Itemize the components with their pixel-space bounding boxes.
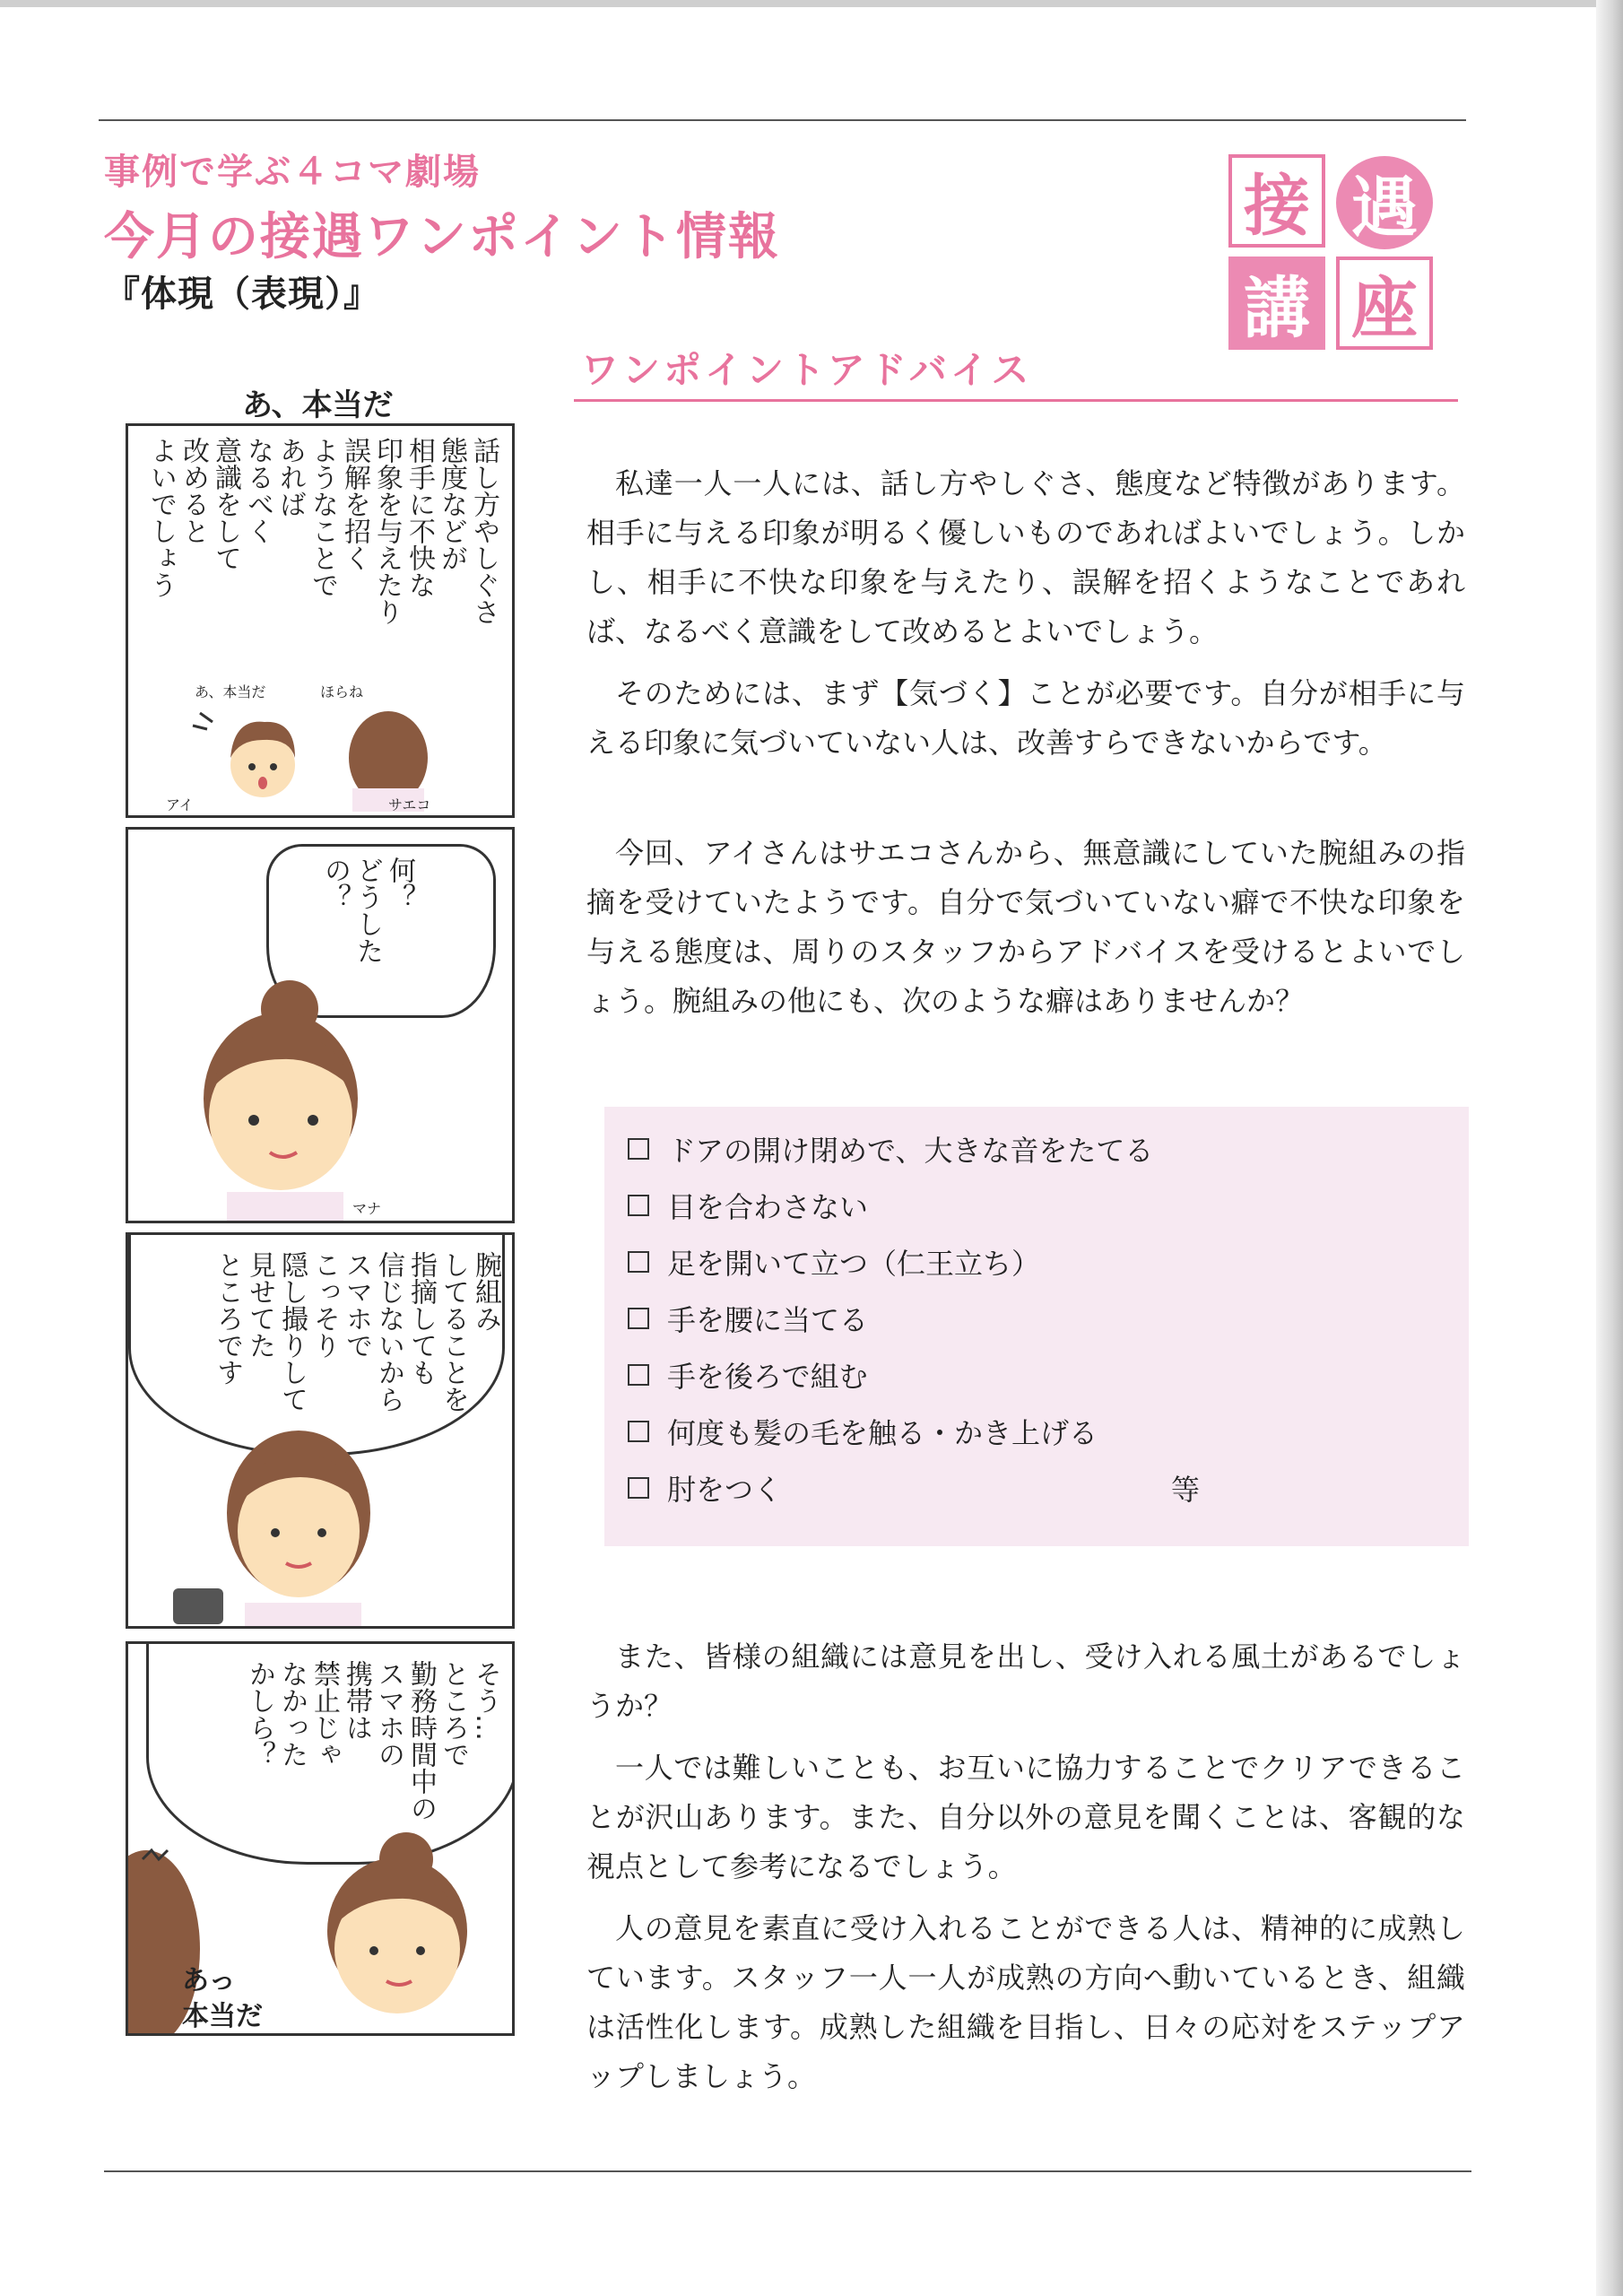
comic-panel-2 [126, 827, 515, 1223]
checklist-item[interactable]: 目を合わさない [628, 1185, 868, 1226]
paragraph-3: 今回、アイさんはサエコさんから、無意識にしていた腕組みの指摘を受けていたようです。自分で気づいていない癖で不快な印象を与える態度は、周りのスタッフからアドバイスを受けるとよいでしょう。腕組みの他にも、次のような癖はありませんか？ [586, 836, 1465, 1018]
header-theme: 『体現（表現）』 [104, 274, 380, 315]
checklist-item[interactable]: ドアの開け閉めで、大きな音をたてる [628, 1128, 1153, 1170]
mana-illustration [146, 973, 415, 1223]
seal-logo [1228, 154, 1444, 352]
seal-char-1: 接 [1228, 154, 1325, 248]
checklist-item[interactable]: 手を腰に当てる [628, 1298, 868, 1339]
advice-underline [574, 399, 1458, 402]
body-block-1 [586, 459, 1465, 780]
checkbox[interactable] [628, 1251, 649, 1273]
seal-char-3: 講 [1228, 257, 1325, 350]
speech-left: あ、本当だ [195, 683, 266, 700]
narration-text: 話し方やしぐさ 態度などが 相手に不快な 印象を与えたり 誤解を招く ようなことで あれば なるべく 意識をして 改めると よいでしょう [145, 437, 499, 625]
header-kicker: 事例で学ぶ４コマ劇場 [104, 152, 481, 193]
habit-checklist [604, 1107, 1469, 1546]
body-block-2 [586, 829, 1465, 1039]
page-top-edge [0, 0, 1623, 7]
paragraph-5: 一人では難しいことも、お互いに協力することでクリアできることが沢山あります。また、自分以外の意見を聞くことは、客観的な視点として参考になるでしょう。 [586, 1751, 1465, 1883]
name-right: サエコ [388, 796, 431, 813]
checkbox[interactable] [628, 1421, 649, 1442]
comic-title: あ、本当だ [242, 387, 394, 423]
speech-text: 何？ どうしたの？ [319, 857, 415, 964]
page-right-edge [1596, 0, 1623, 2296]
checkbox[interactable] [628, 1477, 649, 1499]
bottom-rule [104, 2170, 1471, 2172]
checklist-item[interactable]: 手を後ろで組む [628, 1354, 868, 1396]
comic-panel-1 [126, 423, 515, 818]
comic-panel-3 [126, 1232, 515, 1629]
paragraph-1: 私達一人一人には、話し方やしぐさ、態度など特徴があります。相手に与える印象が明るく優しいものであればよいでしょう。しかし、相手に不快な印象を与えたり、誤解を招くようなことであれば、なるべく意識をして改めるとよいでしょう。 [586, 466, 1465, 648]
body-block-3 [586, 1632, 1465, 2114]
advice-heading: ワンポイントアドバイス [581, 348, 1033, 392]
paragraph-4: また、皆様の組織には意見を出し、受け入れる風土があるでしょうか？ [586, 1639, 1465, 1723]
phone-character-illustration [164, 1414, 433, 1629]
checklist-etc: 等 [1171, 1473, 1201, 1507]
checkbox[interactable] [628, 1364, 649, 1386]
comic-panel-4 [126, 1641, 515, 2036]
exclaim-1: あっ [182, 1965, 236, 1996]
exclaim-2: 本当だ [182, 2001, 263, 2032]
seal-char-4: 座 [1336, 257, 1433, 350]
checklist-item[interactable]: 肘をつく [628, 1467, 782, 1509]
header-title: 今月の接遇ワンポイント情報 [104, 208, 780, 266]
checkbox[interactable] [628, 1195, 649, 1216]
speech-text: そう… ところで 勤務時間中の スマホの 携帯は 禁止じゃ なかった かしら？ [244, 1660, 501, 1822]
speech-text: 腕組み してることを 指摘しても 信じないから スマホで こっそり 隠し撮りして 見せてた ところです [212, 1251, 501, 1413]
name-left: アイ [166, 796, 194, 813]
checklist-item[interactable]: 何度も髪の毛を触る・かき上げる [628, 1411, 1098, 1452]
checkbox[interactable] [628, 1138, 649, 1160]
paragraph-2: そのためには、まず【気づく】ことが必要です。自分が相手に与える印象に気づいていない人は、改善すらできないからです。 [586, 676, 1465, 760]
seal-char-2: 遇 [1336, 156, 1433, 249]
top-rule [99, 119, 1466, 121]
checkbox[interactable] [628, 1308, 649, 1329]
paragraph-6: 人の意見を素直に受け入れることができる人は、精神的に成熟しています。スタッフ一人一人が成熟の方向へ動いているとき、組織は活性化します。成熟した組織を目指し、日々の応対をステップアップしましょう。 [586, 1911, 1465, 2093]
speech-right: ほらね [320, 683, 364, 700]
checklist-item[interactable]: 足を開いて立つ（仁王立ち） [628, 1241, 1040, 1283]
name-mana: マナ [352, 1200, 382, 1217]
